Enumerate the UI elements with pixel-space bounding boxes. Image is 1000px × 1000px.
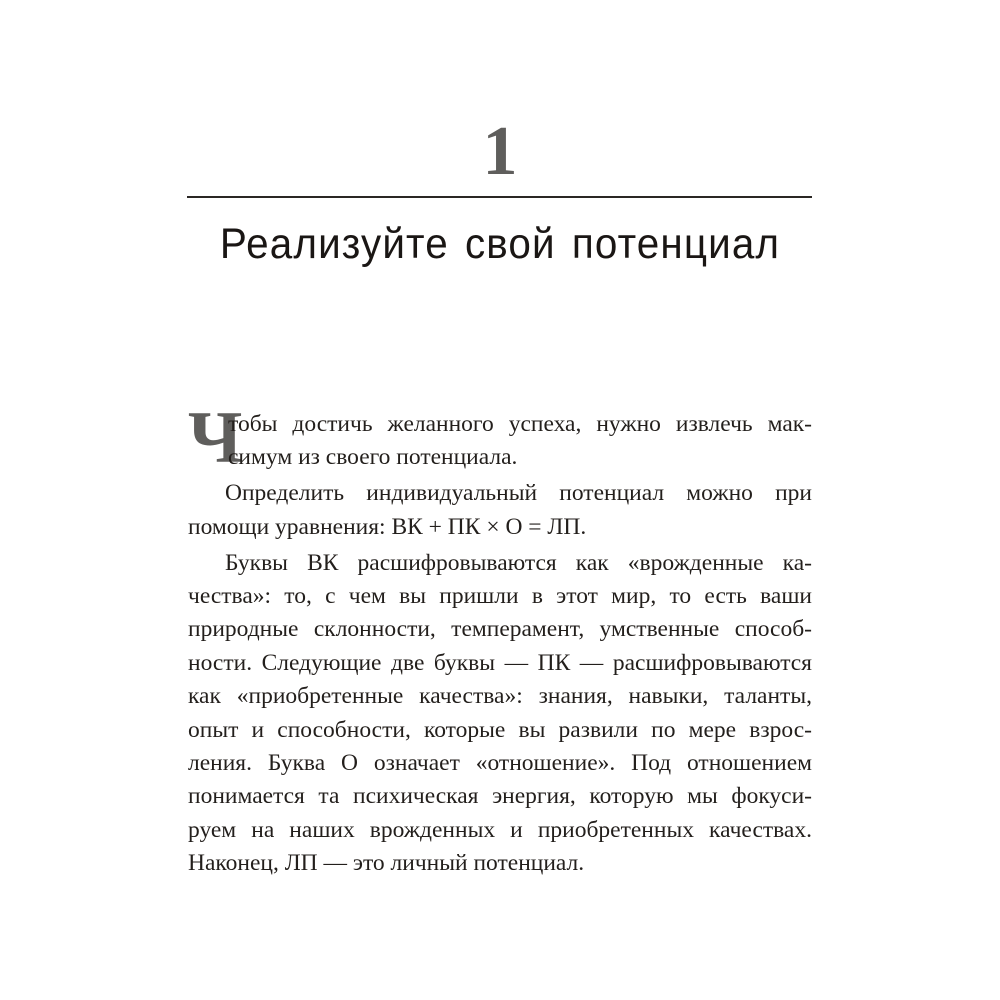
text-line: понимается та психическая энергия, которую мы фокуси- [188,783,812,810]
text-line: Наконец, ЛП — это личный потенциал. [188,850,585,877]
text-line: тобы достичь желанного успеха, нужно извлечь мак- [228,411,812,437]
text-line: Буквы ВК расшифровываются как «врожденные ка- [225,549,812,576]
text-line: опыт и способности, которые вы развили по мере взрос- [188,716,812,743]
chapter-divider-rule [187,196,812,198]
paragraph-1 [188,397,812,479]
text-line: ления. Буква О означает «отношение». Под отношением [188,749,812,776]
text-line: чества»: то, с чем вы пришли в этот мир, то есть ваши [188,582,812,609]
body-text [188,397,812,880]
text-line: помощи уравнения: ВК + ПК × О = ЛП. [188,513,587,540]
text-line: руем на наших врожденных и приобретенных качествах. [188,816,812,843]
text-line: как «приобретенные качества»: знания, навыки, таланты, [188,683,812,710]
text-line: ности. Следующие две буквы — ПК — расшифровываются [188,649,812,676]
drop-cap: Ч [188,397,243,479]
paragraph-2 [188,477,812,544]
paragraph-3 [188,547,812,881]
text-line: Определить индивидуальный потенциал можно при [225,480,812,507]
chapter-title: Реализуйте свой потенциал [219,220,781,268]
text-line: симум из своего потенциала. [228,444,518,471]
text-line: природные склонности, темперамент, умственные способ- [188,616,812,643]
chapter-number: 1 [482,113,518,190]
